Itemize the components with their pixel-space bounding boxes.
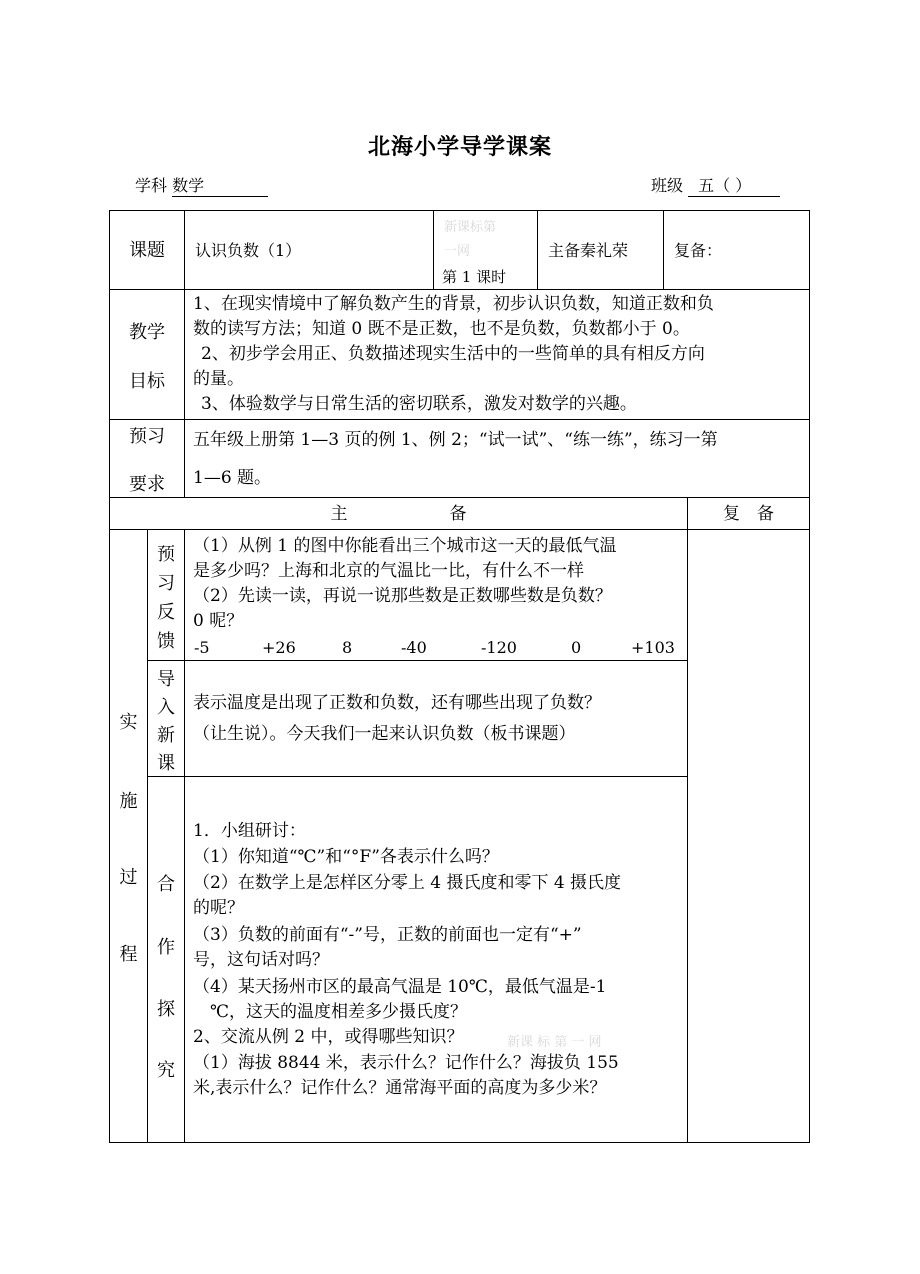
process-char: 实: [119, 712, 138, 733]
number-item: 8: [342, 638, 353, 657]
intro-line: （让生说）。今天我们一起来认识负数（板书课题）: [193, 724, 576, 744]
main-prep-header: 主 备: [330, 504, 467, 524]
subject-value: 数学: [172, 173, 268, 197]
class-label: 班级: [651, 176, 684, 195]
goals-label-top: 教学: [129, 322, 165, 343]
review-label: 复备：: [674, 241, 723, 260]
intro-char: 导: [157, 669, 175, 690]
intro-content-cell: [184, 660, 688, 777]
intro-char: 课: [157, 753, 175, 774]
watermark-text-a: 新课标第: [444, 220, 497, 235]
feedback-label-cell: [147, 529, 185, 661]
prep-cell: [537, 210, 664, 290]
feedback-line: 是多少吗？上海和北京的气温比一比，有什么不一样: [193, 561, 584, 581]
number-item: 0: [571, 638, 582, 657]
review-header-cell: [687, 497, 810, 530]
coop-char: 作: [157, 937, 175, 958]
feedback-line: （1）从例 1 的图中你能看出三个城市这一天的最低气温: [193, 536, 617, 556]
coop-line: （4）某天扬州市区的最高气温是 10℃，最低气温是-1: [193, 977, 607, 997]
prep-teacher: 主备秦礼荣: [548, 241, 629, 260]
process-char: 施: [119, 791, 138, 812]
topic-label: 课题: [129, 240, 165, 261]
intro-line: 表示温度是出现了正数和负数，还有哪些出现了负数？: [193, 693, 601, 713]
coop-line: （1）你知道“℃”和“°F”各表示什么吗？: [193, 847, 499, 867]
number-item: +26: [262, 638, 296, 657]
coop-line: 2、交流从例 2 中，或得哪些知识？: [193, 1027, 464, 1047]
review-column-cell: [687, 529, 810, 1143]
feedback-char: 反: [157, 602, 175, 623]
feedback-line: （2）先读一读，再说一说那些数是正数哪些数是负数？: [193, 586, 612, 606]
goals-label-bottom: 目标: [129, 371, 165, 392]
coop-line: 号，这句话对吗？: [193, 950, 329, 970]
preview-label-bottom: 要求: [129, 474, 165, 495]
process-char: 程: [119, 944, 138, 965]
preview-line: 五年级上册第 1—3 页的例 1、例 2；“试一试”、“练一练”，练习一第: [193, 430, 718, 450]
watermark-text-b: 一网: [444, 244, 471, 259]
class-field: [651, 173, 780, 197]
page-title: 北海小学导学课案: [367, 134, 552, 160]
goal-line: 1、在现实情境中了解负数产生的背景，初步认识负数，知道正数和负: [193, 294, 714, 314]
intro-char: 入: [157, 697, 175, 718]
coop-line: 米,表示什么？记作什么？通常海平面的高度为多少米？: [193, 1078, 607, 1098]
feedback-char: 预: [157, 544, 175, 565]
preview-line: 1—6 题。: [193, 468, 272, 488]
review-header: 复 备: [723, 504, 774, 524]
coop-char: 究: [157, 1060, 175, 1081]
subject-field: [135, 173, 268, 197]
intro-label-cell: [147, 660, 185, 777]
feedback-line: 0 呢？: [193, 611, 244, 631]
goal-line: 的量。: [193, 369, 244, 389]
feedback-char: 馈: [157, 631, 175, 652]
subject-label: 学科: [135, 176, 168, 195]
coop-content-cell: [184, 776, 688, 1143]
goal-line: 数的读写方法；知道 0 既不是正数，也不是负数，负数都小于 0。: [193, 319, 690, 339]
class-value: 五（ ）: [688, 173, 780, 197]
goal-line: 3、体验数学与日常生活的密切联系，激发对数学的兴趣。: [201, 394, 637, 414]
lesson-cell: [433, 210, 538, 290]
coop-line: （1）海拔 8844 米，表示什么？记作什么？海拔负 155: [193, 1053, 619, 1073]
coop-char: 探: [157, 999, 175, 1020]
feedback-char: 习: [157, 573, 175, 594]
coop-line: （3）负数的前面有“-”号，正数的前面也一定有“+”: [193, 925, 582, 945]
process-label-cell: [109, 529, 148, 1143]
preview-content-cell: [184, 419, 810, 498]
topic-label-cell: [109, 210, 185, 290]
number-item: -120: [481, 638, 517, 657]
coop-line: （2）在数学上是怎样区分零上 4 摄氏度和零下 4 摄氏度: [193, 873, 622, 893]
topic-value: 认识负数（1）: [195, 241, 302, 260]
lesson-number: 第 1 课时: [442, 268, 507, 286]
intro-char: 新: [157, 725, 175, 746]
topic-value-cell: [184, 210, 434, 290]
preview-label-top: 预习: [129, 426, 165, 447]
review-cell: [663, 210, 810, 290]
goals-content-cell: [184, 289, 810, 420]
feedback-content-cell: [184, 529, 688, 661]
coop-label-cell: [147, 776, 185, 1143]
coop-line: 1．小组研讨：: [193, 821, 306, 841]
coop-char: 合: [157, 874, 175, 895]
coop-line: ℃，这天的温度相差多少摄氏度？: [193, 1002, 468, 1022]
process-char: 过: [119, 867, 138, 888]
preview-label-cell: [109, 419, 185, 498]
coop-line: 的呢？: [193, 898, 244, 918]
goals-label-cell: [109, 289, 185, 420]
number-item: -5: [194, 638, 210, 657]
watermark-text-c: 新课 标 第 一 网: [507, 1035, 602, 1050]
number-item: +103: [631, 638, 675, 657]
number-item: -40: [401, 638, 427, 657]
main-prep-header-cell: [109, 497, 688, 530]
goal-line: 2、初步学会用正、负数描述现实生活中的一些简单的具有相反方向: [201, 344, 705, 364]
